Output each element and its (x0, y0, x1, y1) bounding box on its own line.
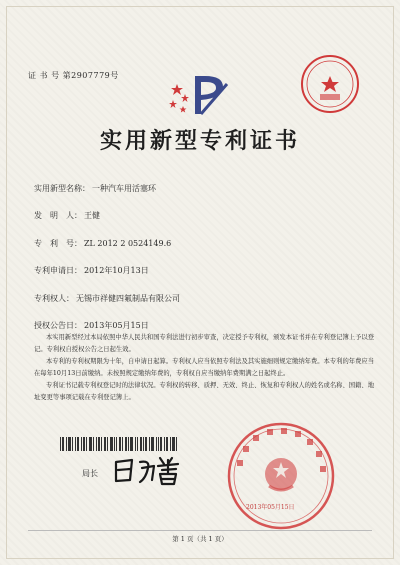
field-value: 2012年10月13日 (84, 266, 149, 275)
field-value: 王健 (84, 211, 100, 220)
footer-divider (28, 530, 372, 531)
director-signature (110, 450, 190, 488)
field-label: 专 利 号： (34, 239, 82, 248)
field-value: 一种汽车用活塞环 (92, 184, 156, 193)
director-label: 局长 (82, 469, 98, 478)
seal-date: 2013年05月15日 (246, 504, 295, 511)
certificate-body (34, 332, 374, 404)
field-patent-number (34, 238, 171, 249)
field-value: ZL 2012 2 0524149.6 (84, 239, 172, 248)
field-value: 2013年05月15日 (84, 321, 149, 330)
page-footer: 第 1 页（共 1 页） (172, 535, 228, 543)
body-paragraph: 本实用新型经过本局依照中华人民共和国专利法进行初步审查，决定授予专利权，颁发本证书并在专利登记簿上予以登记。专利权自授权公告之日起生效。 (34, 334, 374, 353)
field-label: 实用新型名称： (34, 184, 90, 193)
field-utility-model-name (34, 183, 156, 194)
field-label: 发 明 人： (34, 211, 82, 220)
sipo-emblem-icon (165, 70, 235, 120)
field-label: 专利申请日： (34, 266, 82, 275)
field-patentee (34, 293, 180, 304)
field-inventor (34, 210, 100, 221)
field-label: 专利权人： (34, 294, 74, 303)
field-label: 授权公告日： (34, 321, 82, 330)
body-paragraph: 专利证书记载专利权登记时的法律状况。专利权的转移、质押、无效、终止、恢复和专利权人的姓名或名称、国籍、地址变更等事项记载在专利登记簿上。 (34, 382, 374, 401)
body-paragraph: 本专利的专利权期限为十年，自申请日起算。专利权人应当依照专利法及其实施细则规定缴纳年费。本专利的年费应当在每年10月13日前缴纳。未按照规定缴纳年费的，专利权自应当缴纳年费期满之日起终止。 (34, 358, 374, 377)
certificate-number: 证 书 号 第2907779号 (28, 71, 119, 80)
field-value: 无锡市祥健四氟制品有限公司 (76, 294, 180, 303)
field-grant-date (34, 320, 149, 331)
page-title: 实用新型专利证书 (99, 128, 300, 154)
national-seal-icon (225, 420, 337, 532)
patent-seal-icon (298, 52, 362, 116)
barcode-icon (60, 437, 180, 451)
field-application-date (34, 265, 149, 276)
